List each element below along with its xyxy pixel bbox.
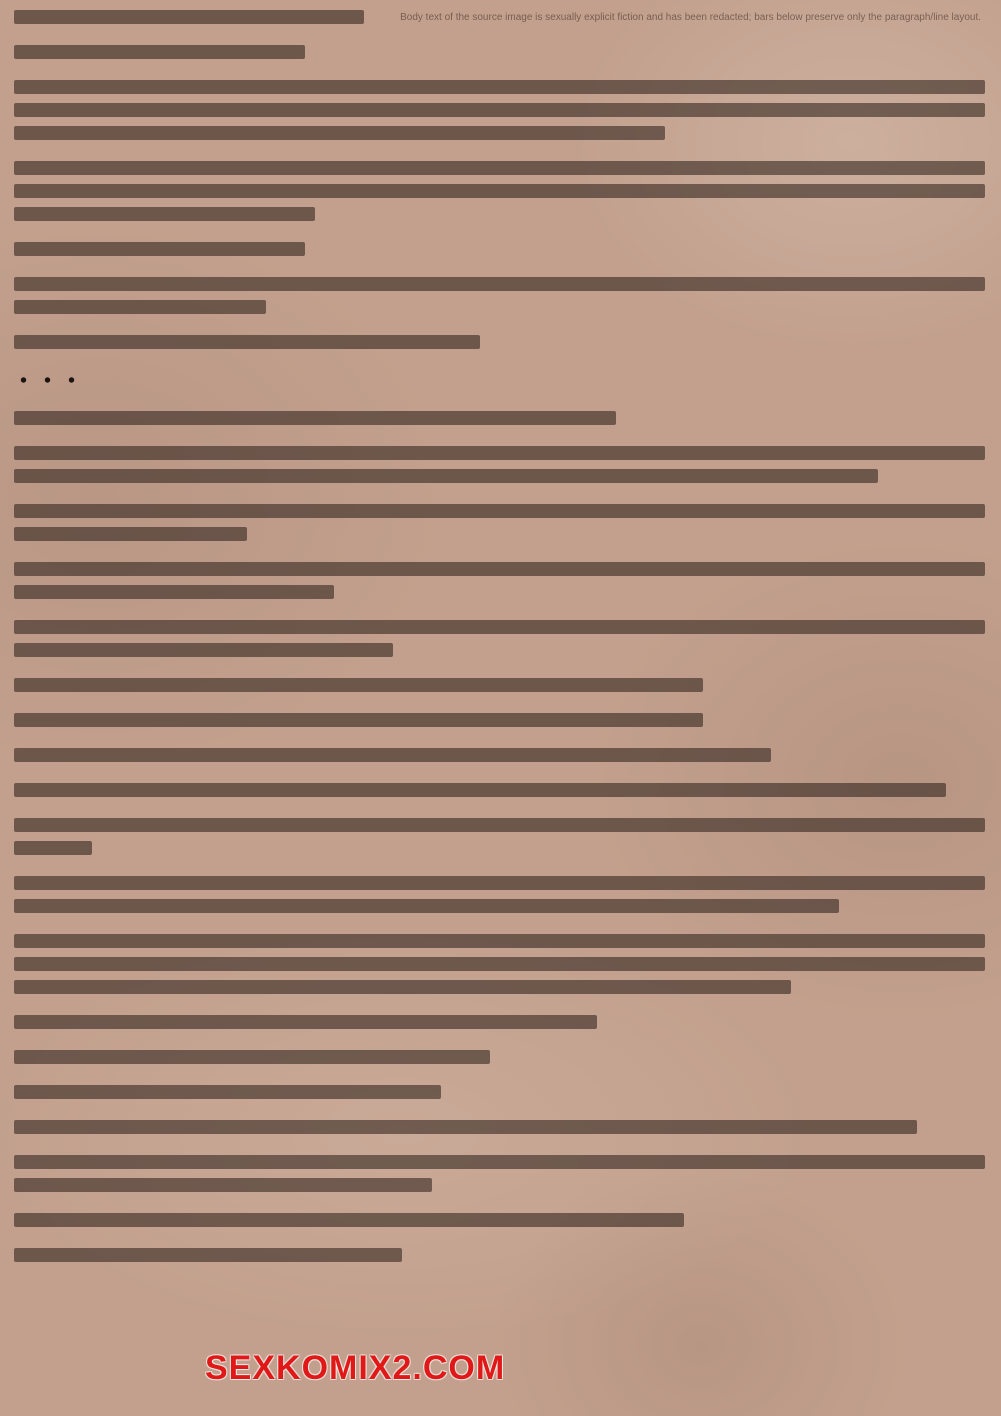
redacted-paragraph xyxy=(14,783,985,797)
redacted-text-line xyxy=(14,643,393,657)
redacted-text-line xyxy=(14,713,703,727)
redacted-paragraph xyxy=(14,678,985,692)
redacted-paragraph xyxy=(14,1248,985,1262)
redacted-text-line xyxy=(14,207,315,221)
redacted-text-line xyxy=(14,783,946,797)
redacted-paragraph xyxy=(14,713,985,727)
redacted-text-line xyxy=(14,10,364,24)
redacted-text-line xyxy=(14,748,771,762)
redacted-text-line xyxy=(14,335,480,349)
redacted-text-line xyxy=(14,242,305,256)
redacted-text-line xyxy=(14,876,985,890)
text-paragraphs-top xyxy=(14,10,985,349)
text-paragraphs-bottom xyxy=(14,411,985,1262)
site-watermark: SEXKOMIX2.COM xyxy=(205,1349,506,1387)
scene-divider: • • • xyxy=(20,370,82,392)
redacted-text-line xyxy=(14,300,266,314)
redacted-text-line xyxy=(14,1178,432,1192)
redacted-text-line xyxy=(14,1015,597,1029)
redacted-paragraph xyxy=(14,1120,985,1134)
redacted-paragraph xyxy=(14,335,985,349)
redacted-paragraph xyxy=(14,161,985,221)
redacted-text-line xyxy=(14,678,703,692)
document-page xyxy=(14,10,985,1283)
redacted-paragraph xyxy=(14,876,985,913)
redacted-text-line xyxy=(14,899,839,913)
redacted-paragraph xyxy=(14,1155,985,1192)
redacted-text-line xyxy=(14,620,985,634)
redacted-text-line xyxy=(14,161,985,175)
redacted-paragraph xyxy=(14,1085,985,1099)
redacted-paragraph xyxy=(14,446,985,483)
redacted-paragraph xyxy=(14,818,985,855)
redacted-paragraph xyxy=(14,80,985,140)
redacted-paragraph xyxy=(14,748,985,762)
redacted-text-line xyxy=(14,446,985,460)
redacted-text-line xyxy=(14,562,985,576)
redacted-paragraph xyxy=(14,620,985,657)
redacted-paragraph xyxy=(14,562,985,599)
redacted-paragraph xyxy=(14,504,985,541)
redacted-text-line xyxy=(14,184,985,198)
redacted-text-line xyxy=(14,957,985,971)
redacted-text-line xyxy=(14,1155,985,1169)
redacted-text-line xyxy=(14,934,985,948)
redacted-text-line xyxy=(14,1248,402,1262)
redacted-paragraph xyxy=(14,45,985,59)
redacted-text-line xyxy=(14,504,985,518)
redacted-text-line xyxy=(14,411,616,425)
redacted-text-line xyxy=(14,277,985,291)
redacted-text-line xyxy=(14,1050,490,1064)
redacted-text-line xyxy=(14,469,878,483)
redacted-paragraph xyxy=(14,277,985,314)
redacted-text-line xyxy=(14,585,334,599)
redaction-note: Body text of the source image is sexually explicit fiction and has been redacted; bars below preserve only the paragraph/line layout. xyxy=(400,12,981,23)
redacted-paragraph xyxy=(14,242,985,256)
redacted-text-line xyxy=(14,527,247,541)
redacted-paragraph xyxy=(14,411,985,425)
redacted-text-line xyxy=(14,80,985,94)
redacted-text-line xyxy=(14,126,665,140)
redacted-paragraph xyxy=(14,934,985,994)
redacted-text-line xyxy=(14,1085,441,1099)
redacted-paragraph xyxy=(14,1213,985,1227)
redacted-text-line xyxy=(14,1120,917,1134)
redacted-paragraph xyxy=(14,1015,985,1029)
redacted-text-line xyxy=(14,841,92,855)
redacted-text-line xyxy=(14,818,985,832)
redacted-text-line xyxy=(14,1213,684,1227)
redacted-paragraph xyxy=(14,1050,985,1064)
redacted-text-line xyxy=(14,980,791,994)
redacted-text-line xyxy=(14,45,305,59)
redacted-text-line xyxy=(14,103,985,117)
